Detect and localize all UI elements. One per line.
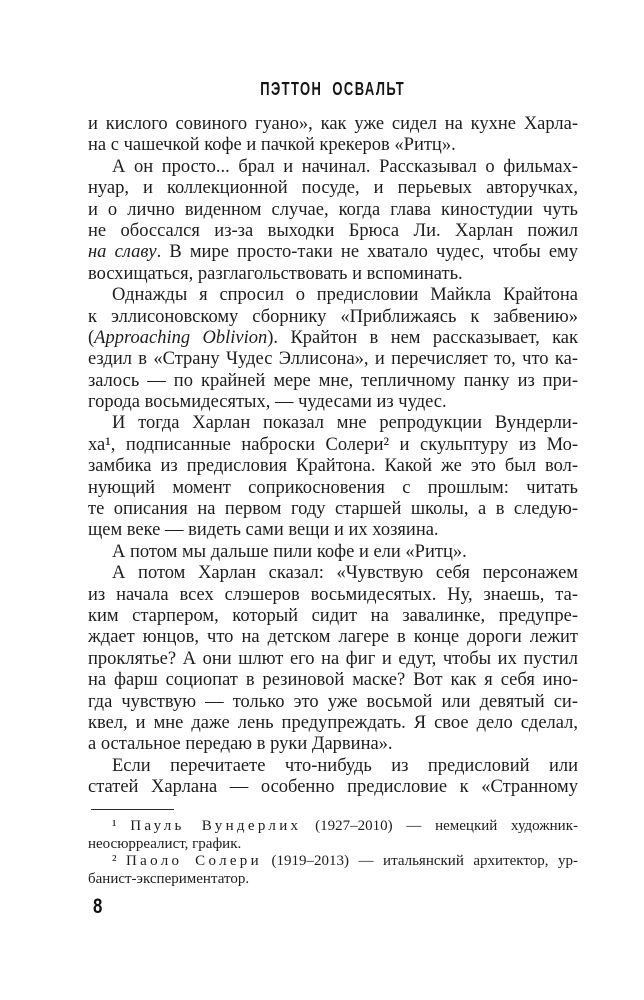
text-segment: (1927–2010) — немецкий художник- bbox=[301, 818, 578, 834]
text-segment: нуар, и коллекционной посуде, и перьевых авторучках, bbox=[88, 178, 578, 199]
text-segment: проклятье? А они шлют его на фиг и едут, чтобы их пустил bbox=[88, 648, 578, 669]
text-segment: ( bbox=[88, 327, 95, 348]
text-line bbox=[88, 585, 578, 606]
text-segment: и кислого совиного гуано», как уже сидел на кухне Харла- bbox=[88, 114, 578, 134]
text-line bbox=[88, 563, 578, 584]
text-segment: И тогда Харлан показал мне репродукции Вундерли- bbox=[112, 413, 578, 434]
text-line bbox=[88, 114, 578, 135]
footnote-line bbox=[88, 836, 578, 854]
text-line bbox=[88, 157, 578, 178]
footnote-line bbox=[88, 853, 578, 871]
text-line bbox=[88, 413, 578, 434]
text-segment: ким старпером, который сидит на завалинке, предупре- bbox=[88, 605, 578, 626]
text-line bbox=[88, 670, 578, 691]
text-line bbox=[88, 392, 578, 413]
text-segment: гда чувствую — только это уже восьмой или девятый си- bbox=[88, 691, 578, 712]
text-segment: Паоло Солери bbox=[126, 853, 262, 870]
footnotes bbox=[88, 818, 578, 888]
footnote-line bbox=[88, 871, 578, 889]
text-line bbox=[88, 627, 578, 648]
text-segment: нующий момент соприкосновения с прошлым: читать bbox=[88, 477, 578, 498]
text-segment: банист-экспериментатор. bbox=[88, 870, 250, 887]
text-segment: Если перечитаете что-нибудь из предисловий или bbox=[112, 755, 578, 776]
text-line bbox=[88, 542, 578, 563]
text-line bbox=[88, 307, 578, 328]
text-segment: ² bbox=[112, 853, 127, 870]
footnote-separator bbox=[91, 809, 174, 810]
text-segment: и о лично виденном случае, когда глава киностудии чуть bbox=[88, 199, 578, 220]
text-segment: из начала всех слэшеров восьмидесятых. Ну, знаешь, та- bbox=[88, 584, 578, 605]
text-line bbox=[88, 756, 578, 777]
running-header-author: ПЭТТОН ОСВАЛЬТ bbox=[260, 79, 406, 99]
text-segment: неосюрреалист, график. bbox=[88, 835, 242, 852]
text-line bbox=[88, 285, 578, 306]
text-line bbox=[88, 606, 578, 627]
footnote-line bbox=[88, 818, 578, 836]
text-line bbox=[88, 349, 578, 370]
italic-text: на славу bbox=[88, 242, 157, 263]
text-line bbox=[88, 135, 578, 156]
text-segment: ха¹, подписанные наброски Солери² и скульптуру из Мо- bbox=[88, 434, 578, 455]
text-segment: ездил в «Страну Чудес Эллисона», и перечисляет то, что ка- bbox=[88, 349, 578, 370]
text-segment: Однажды я спросил о предисловии Майкла Крайтона bbox=[112, 285, 578, 306]
text-segment: замбика из предисловия Крайтона. Какой же это был вол- bbox=[88, 456, 578, 477]
text-line bbox=[88, 371, 578, 392]
text-line bbox=[88, 178, 578, 199]
text-line bbox=[88, 478, 578, 499]
text-line bbox=[88, 734, 578, 755]
text-segment: А потом Харлан сказал: «Чувствую себя персонажем bbox=[112, 563, 578, 584]
text-line bbox=[88, 435, 578, 456]
text-segment: залось — по крайней мере мне, тепличному панку из при- bbox=[88, 370, 578, 391]
text-segment: квел, и мне даже лень предупреждать. Я свое дело сделал, bbox=[88, 712, 578, 733]
text-segment: ждает юнцов, что на детском лагере в конце дороги лежит bbox=[88, 627, 578, 648]
text-line bbox=[88, 264, 578, 285]
text-line bbox=[88, 242, 578, 263]
text-line bbox=[88, 221, 578, 242]
text-segment: а остальное передаю в руки Дарвина». bbox=[88, 734, 393, 755]
text-line bbox=[88, 499, 578, 520]
text-line bbox=[88, 328, 578, 349]
text-segment: Пауль Вундерлих bbox=[130, 818, 302, 834]
text-line bbox=[88, 692, 578, 713]
text-segment: на фарш социопат в резиновой маске? Вот как я себя ино- bbox=[88, 670, 578, 691]
text-segment: не обоссался из-за выходки Брюса Ли. Харлан пожил bbox=[88, 220, 578, 241]
text-segment: ¹ bbox=[112, 818, 131, 834]
text-line bbox=[88, 777, 578, 798]
text-segment: города восьмидесятых, — чудесами из чудес. bbox=[88, 392, 447, 413]
running-header bbox=[88, 79, 578, 99]
text-line bbox=[88, 649, 578, 670]
text-segment: А потом мы дальше пили кофе и ели «Ритц». bbox=[112, 541, 467, 562]
text-line bbox=[88, 520, 578, 541]
page-number bbox=[93, 896, 105, 918]
text-segment: щем веке — видеть сами вещи и их хозяина. bbox=[88, 520, 439, 541]
page-number-value: 8 bbox=[93, 895, 103, 918]
text-line bbox=[88, 200, 578, 221]
page-text bbox=[88, 114, 578, 799]
text-segment: те описания на первом году старшей школы, а в следую- bbox=[88, 499, 578, 520]
text-line bbox=[88, 713, 578, 734]
text-segment: А он просто... брал и начинал. Рассказывал о фильмах- bbox=[112, 156, 578, 177]
text-segment: восхищаться, разглагольствовать и вспоминать. bbox=[88, 263, 463, 284]
text-segment: ). Крайтон в нем рассказывает, как bbox=[267, 327, 579, 348]
text-segment: к эллисоновскому сборнику «Приближаясь к забвению» bbox=[88, 306, 578, 327]
text-segment: (1919–2013) — итальянский архитектор, ур- bbox=[261, 853, 579, 870]
italic-text: Approaching Oblivion bbox=[94, 327, 268, 348]
text-segment: статей Харлана — особенно предисловие к «Странному bbox=[88, 777, 578, 798]
text-line bbox=[88, 456, 578, 477]
text-segment: на с чашечкой кофе и пачкой крекеров «Ритц». bbox=[88, 135, 456, 156]
text-segment: . В мире просто-таки не хватало чудес, чтобы ему bbox=[156, 242, 578, 263]
